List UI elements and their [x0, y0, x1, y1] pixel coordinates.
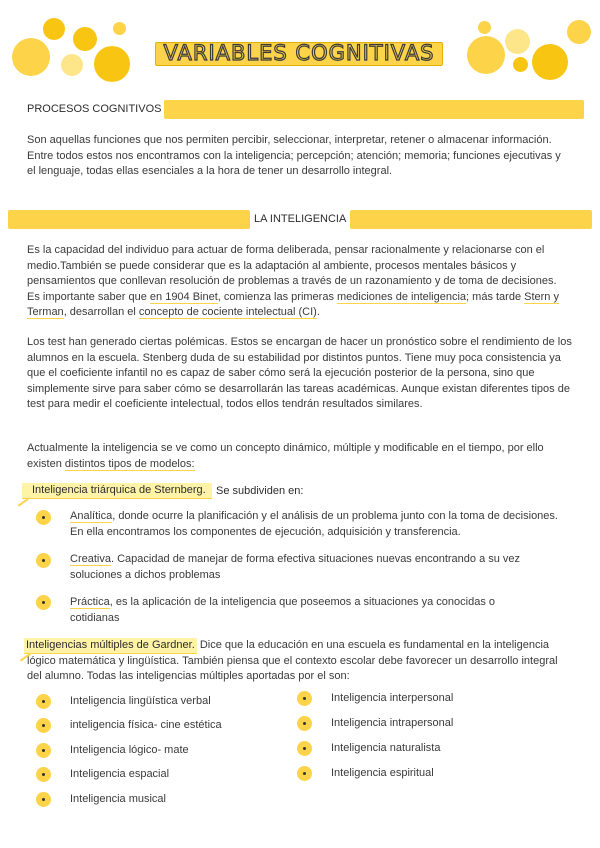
bullet-icon: [36, 553, 51, 568]
decor-circle: [467, 36, 505, 74]
bullet-icon: [297, 716, 312, 731]
underline-modelos: distintos tipos de modelos:: [64, 457, 195, 470]
inteligencia-paragraph-1: Es la capacidad del individuo para actuar de forma deliberada, pensar racionalmente y relacionarse con el medio.También se puede considerar que es la adaptación al ambiente, procesos mentales básicos y pensamientos que conllevan resolución de problemas a través de un razonamiento y de toma de decisiones. Es importante saber que en 1904 Binet, comienza las primeras mediciones de inteligencia; más tarde Stern y Terman, desarrollan el concepto de cociente intelectual (CI).: [27, 244, 559, 318]
decor-circle: [43, 18, 65, 40]
decor-circle: [532, 44, 568, 80]
underline-binet: en 1904 Binet: [149, 290, 218, 303]
bullet-icon: [297, 766, 312, 781]
section-bar-left: [8, 210, 250, 229]
decor-circle: [113, 22, 126, 35]
underline-mediciones: mediciones de inteligencia: [337, 290, 467, 303]
decor-circle: [505, 29, 530, 54]
decor-circle: [73, 27, 97, 51]
decor-circle: [61, 54, 83, 76]
underline-stern-terman: Stern y Terman: [27, 290, 559, 318]
bullet-icon: [36, 767, 51, 782]
bullet-icon: [36, 510, 51, 525]
sternberg-item-creativa: Creativa. Capacidad de manejar de forma efectiva situaciones nuevas encontrando a su vez soluciones a dichos problemas: [70, 553, 521, 581]
gardner-item: Inteligencia lógico- mate: [70, 744, 189, 756]
gardner-item: Inteligencia naturalista: [331, 742, 441, 754]
gardner-item: Inteligencia musical: [70, 793, 166, 805]
section-heading-procesos: PROCESOS COGNITIVOS: [27, 103, 162, 115]
gardner-item: Inteligencia intrapersonal: [331, 717, 454, 729]
decor-circle: [567, 20, 591, 44]
gardner-item: Inteligencia lingüística verbal: [70, 695, 211, 707]
gardner-item: Inteligencia interpersonal: [331, 692, 454, 704]
inteligencia-paragraph-2: Los test han generado ciertas polémicas. Estos se encargan de hacer un pronóstico sobre el rendimiento de los alumnos en la escuela. Stenberg duda de su estabilidad por distintos puntos. Tiene muy poca consistencia ya que el coeficiente infantil no es capaz de saber cómo será la ejecución posterior de la persona, sino que simplemente sirve para saber cómo se desarrollarán las tareas académicas. Aunque existan diferentes tipos de test para medir el coeficiente intelectual, todos ellos tendrán resultados similares.: [27, 336, 572, 410]
sternberg-intro: Se subdividen en:: [216, 485, 304, 497]
sternberg-item-analitica: Analítica, donde ocurre la planificación y el análisis de un problema junto con la toma de decisiones. En ella encontramos los componentes de ejecución, adquisición y transferencia.: [70, 510, 558, 538]
section-bar: [164, 100, 584, 119]
procesos-paragraph: Son aquellas funciones que nos permiten percibir, seleccionar, interpretar, retener o almacenar información. Entre todos estos nos encontramos con la inteligencia; percepción; atención; memoria; funciones ejecutivas y el lenguaje, todas ellas esenciales a la hora de tener un desarrollo integral.: [27, 134, 561, 177]
section-heading-inteligencia: LA INTELIGENCIA: [254, 213, 347, 225]
decor-circle: [94, 46, 130, 82]
section-bar-right: [350, 210, 592, 229]
bullet-icon: [36, 743, 51, 758]
bullet-icon: [36, 595, 51, 610]
decor-circle: [478, 21, 491, 34]
bullet-icon: [297, 691, 312, 706]
page-title-text: VARIABLES COGNITIVAS: [163, 41, 435, 65]
gardner-item: inteligencia física- cine estética: [70, 719, 222, 731]
bullet-icon: [297, 741, 312, 756]
sternberg-item-practica: Práctica, es la aplicación de la inteligencia que poseemos a situaciones ya conocidas o cotidianas: [70, 596, 495, 624]
bullet-icon: [36, 694, 51, 709]
gardner-tag: Inteligencias múltiples de Gardner.: [24, 638, 197, 654]
bullet-icon: [36, 718, 51, 733]
decor-circle: [12, 38, 50, 76]
gardner-item: Inteligencia espacial: [70, 768, 170, 780]
decor-circle: [513, 57, 528, 72]
bullet-icon: [36, 792, 51, 807]
inteligencia-paragraph-3: Actualmente la inteligencia se ve como un concepto dinámico, múltiple y modificable en el tiempo, por ello existen distintos tipos de modelos:: [27, 442, 544, 470]
page-title: [155, 42, 443, 66]
gardner-item: Inteligencia espiritual: [331, 767, 434, 779]
sternberg-tag: Inteligencia triárquica de Sternberg.: [22, 483, 212, 499]
gardner-paragraph: Inteligencias múltiples de Gardner. Dice que la educación en una escuela es fundamental en la inteligencia lógico matemática y lingüística. También piensa que el contexto escolar debe favorecer un desarrollo integral del alumno. Todas las inteligencias múltiples aportadas por el son:: [26, 639, 558, 682]
underline-ci: concepto de cociente intelectual (CI): [138, 306, 317, 318]
